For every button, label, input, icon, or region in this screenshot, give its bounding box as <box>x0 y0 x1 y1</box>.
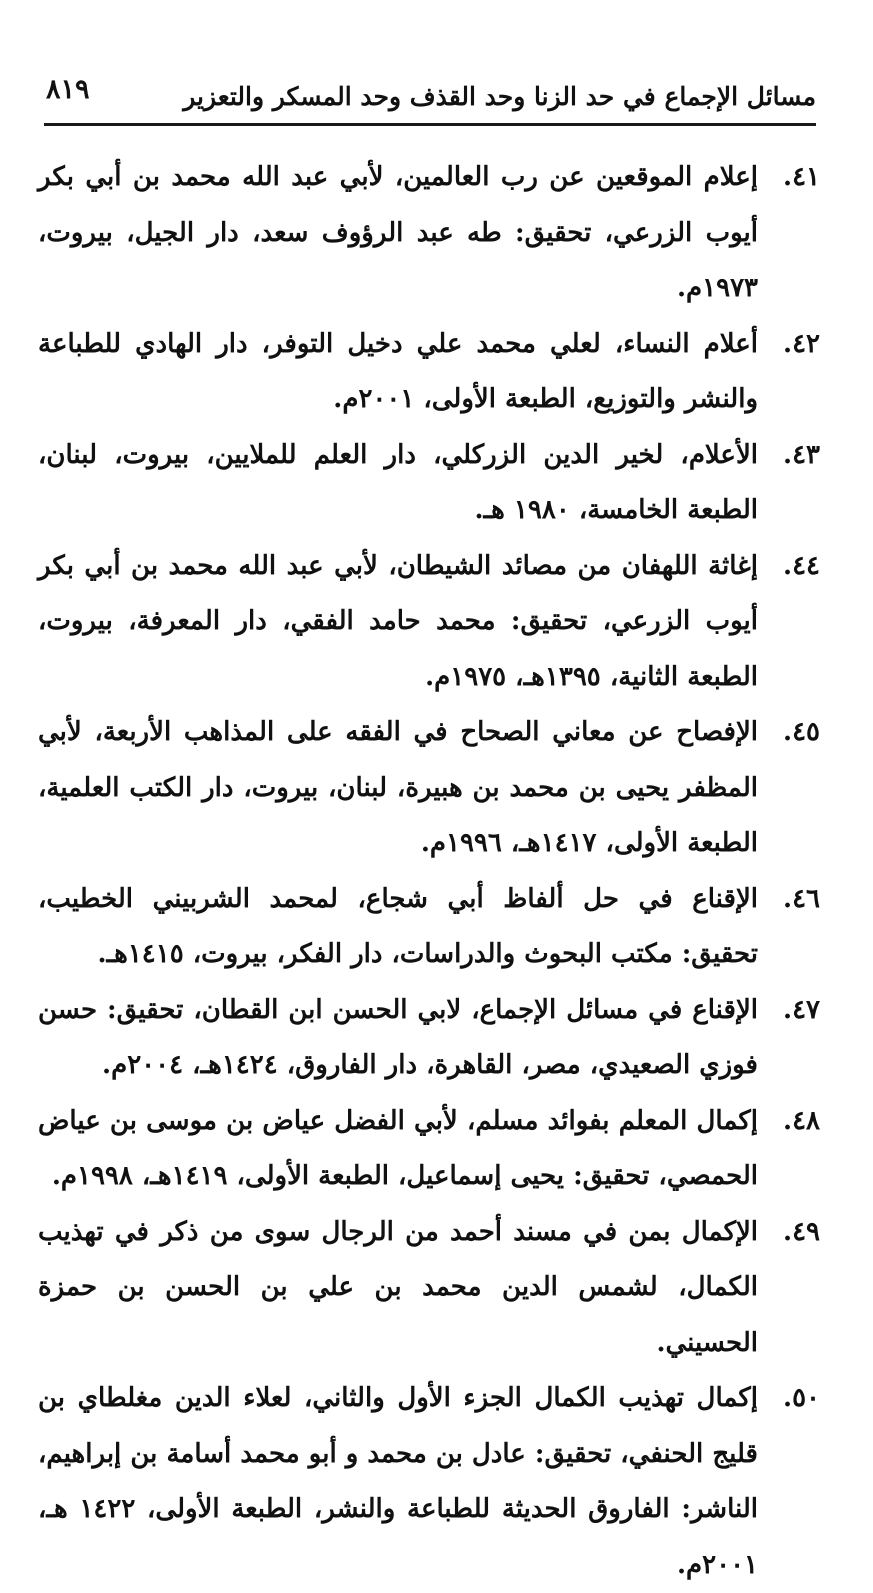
entry-text: الإكمال بمن في مسند أحمد من الرجال سوى من ذكر في تهذيب الكمال، لشمس الدين محمد بن علي بن الحسن بن حمزة الحسيني. <box>38 1216 758 1358</box>
entry-number: ٤٢. <box>783 328 820 359</box>
entry-number: ٤٣. <box>783 439 820 470</box>
list-item <box>38 983 820 1094</box>
entry-number: ٤٧. <box>783 994 820 1025</box>
entry-text: الإقناع في حل ألفاظ أبي شجاع، لمحمد الشربيني الخطيب، تحقيق: مكتب البحوث والدراسات، دار الفكر، بيروت، ١٤١٥هـ. <box>38 883 758 969</box>
entry-number: ٤٤. <box>783 550 820 581</box>
list-item <box>38 1371 820 1593</box>
list-item <box>38 428 820 539</box>
entry-text: إعلام الموقعين عن رب العالمين، لأبي عبد الله محمد بن أبي بكر أيوب الزرعي، تحقيق: طه عبد الرؤوف سعد، دار الجيل، بيروت، ١٩٧٣م. <box>38 162 758 303</box>
list-item <box>38 1205 820 1372</box>
entry-text: الإفصاح عن معاني الصحاح في الفقه على المذاهب الأربعة، لأبي المظفر يحيى بن محمد بن هبيرة، لبنان، بيروت، دار الكتب العلمية، الطبعة الأولى، ١٤١٧هـ، ١٩٩٦م. <box>38 717 758 858</box>
entry-number: ٤٨. <box>783 1105 820 1136</box>
list-item <box>38 150 820 317</box>
list-item <box>38 539 820 706</box>
entry-text: إكمال المعلم بفوائد مسلم، لأبي الفضل عياض بن موسى بن عياض الحمصي، تحقيق: يحيى إسماعيل، الطبعة الأولى، ١٤١٩هـ، ١٩٩٨م. <box>38 1105 758 1191</box>
entry-number: ٤٥. <box>783 717 820 747</box>
bibliography-list <box>38 150 820 1593</box>
entry-text: أعلام النساء، لعلي محمد علي دخيل التوفر، دار الهادي للطباعة والنشر والتوزيع، الطبعة الأولى، ٢٠٠١م. <box>38 328 758 414</box>
entry-number: ٥٠. <box>783 1383 820 1413</box>
entry-number: ٤٩. <box>783 1216 820 1247</box>
list-item <box>38 317 820 428</box>
header-title: مسائل الإجماع في حد الزنا وحد القذف وحد المسكر والتعزير <box>183 82 816 111</box>
header-divider <box>44 123 816 126</box>
entry-number: ٤٦. <box>783 883 820 914</box>
list-item <box>38 1094 820 1205</box>
entry-number: ٤١. <box>783 162 820 192</box>
entry-text: إكمال تهذيب الكمال الجزء الأول والثاني، لعلاء الدين مغلطاي بن قليج الحنفي، تحقيق: عادل بن محمد و أبو محمد أسامة بن إبراهيم، الناشر: الفاروق الحديثة للطباعة والنشر، الطبعة الأولى، ١٤٢٢ هـ، ٢٠٠١م. <box>38 1383 758 1580</box>
entry-text: الأعلام، لخير الدين الزركلي، دار العلم للملايين، بيروت، لبنان، الطبعة الخامسة، ١٩٨٠ هـ. <box>38 439 758 525</box>
list-item <box>38 872 820 983</box>
page-number: ٨١٩ <box>46 74 90 105</box>
entry-text: الإقناع في مسائل الإجماع، لابي الحسن ابن القطان، تحقيق: حسن فوزي الصعيدي، مصر، القاهرة، دار الفاروق، ١٤٢٤هـ، ٢٠٠٤م. <box>38 994 758 1080</box>
list-item <box>38 705 820 872</box>
entry-text: إغاثة اللهفان من مصائد الشيطان، لأبي عبد الله محمد بن أبي بكر أيوب الزرعي، تحقيق: محمد حامد الفقي، دار المعرفة، بيروت، الطبعة الثانية، ١٣٩٥هـ، ١٩٧٥م. <box>38 550 758 692</box>
running-header <box>44 70 816 120</box>
